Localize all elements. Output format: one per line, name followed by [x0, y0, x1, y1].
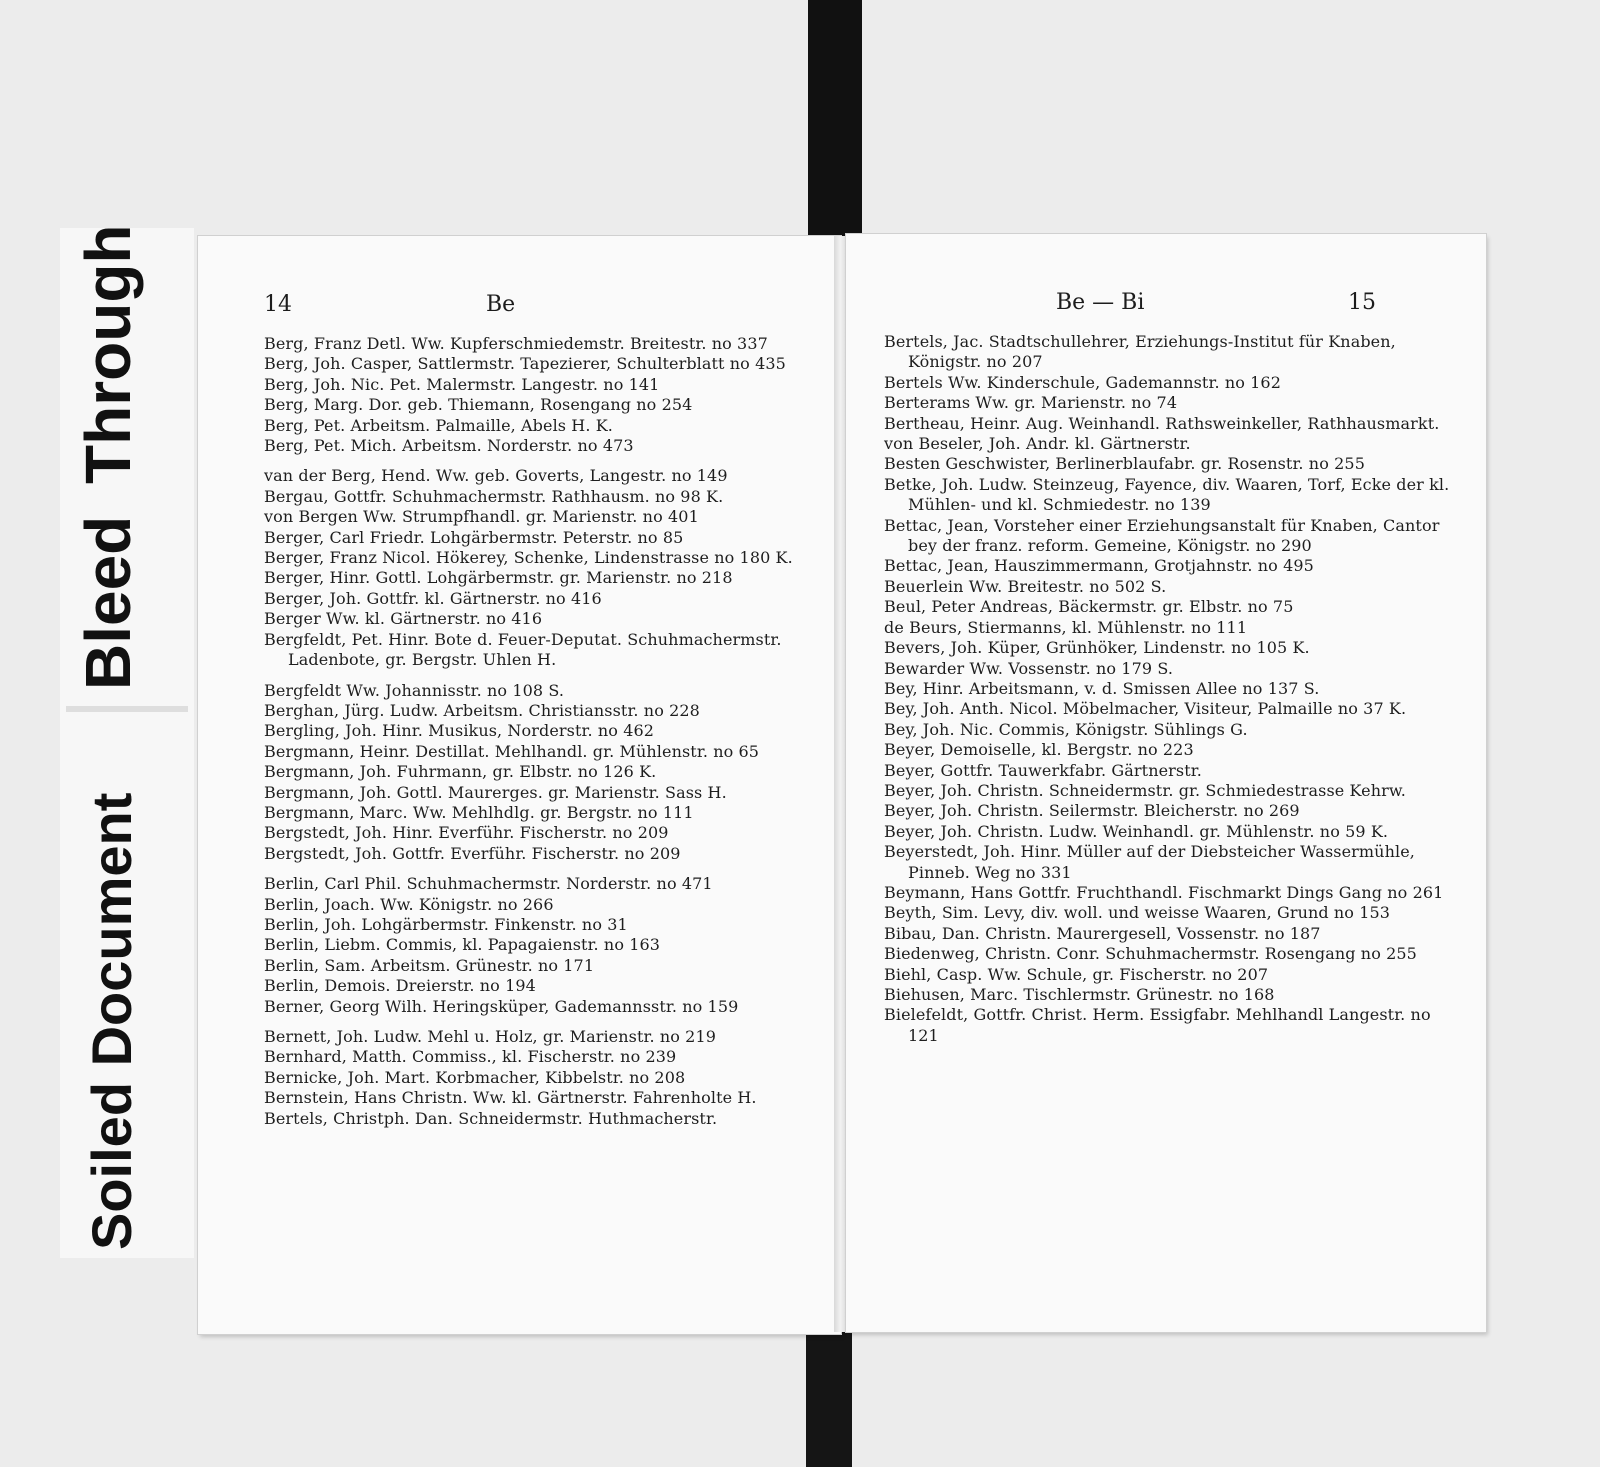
directory-entry: Beyerstedt, Joh. Hinr. Müller auf der Diebsteicher Wassermühle, Pinneb. Weg no 331 [884, 842, 1415, 882]
left-page-header [198, 292, 841, 332]
directory-entry: Bergfeldt Ww. Johannisstr. no 108 S. [264, 680, 565, 700]
directory-entry: Berlin, Sam. Arbeitsm. Grünestr. no 171 [264, 955, 595, 975]
directory-entry: Beyer, Gottfr. Tauwerkfabr. Gärtnerstr. [884, 760, 1202, 780]
directory-entry: Beul, Peter Andreas, Bäckermstr. gr. Elbstr. no 75 [884, 597, 1294, 617]
directory-entry: Berlin, Joh. Lohgärbermstr. Finkenstr. no 31 [264, 914, 628, 934]
right-page-header [846, 290, 1486, 330]
directory-entry: von Beseler, Joh. Andr. kl. Gärtnerstr. [884, 434, 1191, 454]
stamp-bleed-through: Bleed Through [72, 224, 144, 690]
directory-entry: Bettac, Jean, Vorsteher einer Erziehungsanstalt für Knaben, Cantor bey der franz. reform. Gemeine, Königstr. no 290 [884, 515, 1440, 556]
directory-entry: Bey, Hinr. Arbeitsmann, v. d. Smissen Allee no 137 S. [884, 678, 1320, 698]
stamp-divider [66, 706, 188, 712]
left-entry-list [264, 334, 824, 1129]
directory-entry: Bertels Ww. Kinderschule, Gademannstr. no 162 [884, 372, 1281, 392]
directory-entry: Bettac, Jean, Hauszimmermann, Grotjahnstr. no 495 [884, 556, 1314, 576]
directory-entry: Berg, Joh. Casper, Sattlermstr. Tapezierer, Schulterblatt no 435 [264, 354, 786, 374]
directory-entry: Bergmann, Heinr. Destillat. Mehlhandl. gr. Mühlenstr. no 65 [264, 741, 760, 761]
directory-entry: Berg, Pet. Arbeitsm. Palmaille, Abels H. K. [264, 415, 613, 435]
directory-entry: Berger, Carl Friedr. Lohgärbermstr. Peterstr. no 85 [264, 527, 684, 547]
right-page [846, 234, 1486, 1332]
directory-entry: Berg, Marg. Dor. geb. Thiemann, Rosengang no 254 [264, 395, 693, 415]
directory-entry: Berger, Joh. Gottfr. kl. Gärtnerstr. no 416 [264, 588, 602, 608]
directory-entry: Bergmann, Joh. Gottl. Maurerges. gr. Marienstr. Sass H. [264, 782, 727, 802]
right-running-head: Be — Bi [1056, 290, 1145, 315]
directory-entry: Beymann, Hans Gottfr. Fruchthandl. Fischmarkt Dings Gang no 261 [884, 882, 1444, 902]
directory-entry: Bertheau, Heinr. Aug. Weinhandl. Rathsweinkeller, Rathhausmarkt. [884, 413, 1440, 433]
directory-entry: van der Berg, Hend. Ww. geb. Goverts, Langestr. no 149 [264, 466, 728, 486]
directory-entry: Beyer, Joh. Christn. Seilermstr. Bleicherstr. no 269 [884, 801, 1300, 821]
directory-entry: Bertels, Christph. Dan. Schneidermstr. Huthmacherstr. [264, 1108, 718, 1128]
directory-entry: Bertels, Jac. Stadtschullehrer, Erziehungs-Institut für Knaben, Königstr. no 207 [884, 332, 1396, 372]
directory-entry: Berlin, Demois. Dreierstr. no 194 [264, 976, 536, 996]
directory-entry: Berlin, Carl Phil. Schuhmachermstr. Norderstr. no 471 [264, 874, 713, 894]
directory-entry: de Beurs, Stiermanns, kl. Mühlenstr. no 111 [884, 617, 1248, 637]
directory-entry: Bewarder Ww. Vossenstr. no 179 S. [884, 658, 1174, 678]
directory-entry: Berlin, Joach. Ww. Königstr. no 266 [264, 894, 554, 914]
directory-entry: Bergstedt, Joh. Gottfr. Everführ. Fischerstr. no 209 [264, 843, 681, 863]
directory-entry: Berg, Pet. Mich. Arbeitsm. Norderstr. no 473 [264, 436, 634, 456]
right-entry-list [884, 332, 1464, 1046]
directory-entry: Bey, Joh. Nic. Commis, Königstr. Sühlings G. [884, 719, 1248, 739]
directory-entry: von Bergen Ww. Strumpfhandl. gr. Marienstr. no 401 [264, 507, 699, 527]
left-page [198, 236, 841, 1334]
directory-entry: Besten Geschwister, Berlinerblaufabr. gr. Rosenstr. no 255 [884, 454, 1365, 474]
directory-entry: Bernicke, Joh. Mart. Korbmacher, Kibbelstr. no 208 [264, 1067, 686, 1087]
left-running-head: Be [486, 292, 516, 317]
stamp-soiled-document: Soiled Document [80, 792, 143, 1250]
directory-entry: Berg, Joh. Nic. Pet. Malermstr. Langestr. no 141 [264, 374, 660, 394]
left-page-number: 14 [264, 292, 292, 317]
directory-entry: Beyer, Joh. Christn. Ludw. Weinhandl. gr. Mühlenstr. no 59 K. [884, 821, 1389, 841]
directory-entry: Bergfeldt, Pet. Hinr. Bote d. Feuer-Deputat. Schuhmachermstr. Ladenbote, gr. Bergstr. Uhlen H. [264, 629, 782, 670]
directory-entry: Bevers, Joh. Küper, Grünhöker, Lindenstr. no 105 K. [884, 638, 1310, 658]
directory-entry: Beuerlein Ww. Breitestr. no 502 S. [884, 576, 1167, 596]
directory-entry: Bergmann, Marc. Ww. Mehlhdlg. gr. Bergstr. no 111 [264, 802, 694, 822]
directory-entry: Berner, Georg Wilh. Heringsküper, Gademannsstr. no 159 [264, 996, 739, 1016]
directory-entry: Bibau, Dan. Christn. Maurergesell, Vossenstr. no 187 [884, 923, 1321, 943]
directory-entry: Bielefeldt, Gottfr. Christ. Herm. Essigfabr. Mehlhandl Langestr. no 121 [884, 1005, 1431, 1045]
directory-entry: Berger, Franz Nicol. Hökerey, Schenke, Lindenstrasse no 180 K. [264, 548, 793, 568]
directory-entry: Bernhard, Matth. Commiss., kl. Fischerstr. no 239 [264, 1047, 677, 1067]
directory-entry: Berger, Hinr. Gottl. Lohgärbermstr. gr. Marienstr. no 218 [264, 568, 733, 588]
directory-entry: Berger Ww. kl. Gärtnerstr. no 416 [264, 609, 543, 629]
book-spine-top [808, 0, 862, 238]
directory-entry: Beyer, Demoiselle, kl. Bergstr. no 223 [884, 740, 1194, 760]
directory-entry: Betke, Joh. Ludw. Steinzeug, Fayence, div. Waaren, Torf, Ecke der kl. Mühlen- und kl. Schmiedestr. no 139 [884, 474, 1450, 515]
right-page-number: 15 [1348, 290, 1376, 315]
directory-entry: Bergmann, Joh. Fuhrmann, gr. Elbstr. no 126 K. [264, 762, 657, 782]
directory-entry: Berterams Ww. gr. Marienstr. no 74 [884, 393, 1178, 413]
directory-entry: Biedenweg, Christn. Conr. Schuhmachermstr. Rosengang no 255 [884, 944, 1417, 964]
book-spine-bottom [806, 1318, 852, 1467]
directory-entry: Beyth, Sim. Levy, div. woll. und weisse Waaren, Grund no 153 [884, 903, 1391, 923]
directory-entry: Berg, Franz Detl. Ww. Kupferschmiedemstr. Breitestr. no 337 [264, 334, 768, 353]
directory-entry: Bernstein, Hans Christn. Ww. kl. Gärtnerstr. Fahrenholte H. [264, 1088, 757, 1108]
directory-entry: Bergstedt, Joh. Hinr. Everführ. Fischerstr. no 209 [264, 823, 669, 843]
directory-entry: Bey, Joh. Anth. Nicol. Möbelmacher, Visiteur, Palmaille no 37 K. [884, 699, 1407, 719]
directory-entry: Berlin, Liebm. Commis, kl. Papagaienstr. no 163 [264, 935, 661, 955]
directory-entry: Beyer, Joh. Christn. Schneidermstr. gr. Schmiedestrasse Kehrw. [884, 780, 1406, 800]
directory-entry: Berghan, Jürg. Ludw. Arbeitsm. Christiansstr. no 228 [264, 700, 700, 720]
directory-entry: Bernett, Joh. Ludw. Mehl u. Holz, gr. Marienstr. no 219 [264, 1027, 717, 1046]
directory-entry: Biehusen, Marc. Tischlermstr. Grünestr. no 168 [884, 985, 1275, 1004]
directory-entry: Bergau, Gottfr. Schuhmachermstr. Rathhausm. no 98 K. [264, 486, 724, 506]
directory-entry: Bergling, Joh. Hinr. Musikus, Norderstr. no 462 [264, 721, 655, 741]
directory-entry: Biehl, Casp. Ww. Schule, gr. Fischerstr. no 207 [884, 964, 1269, 984]
